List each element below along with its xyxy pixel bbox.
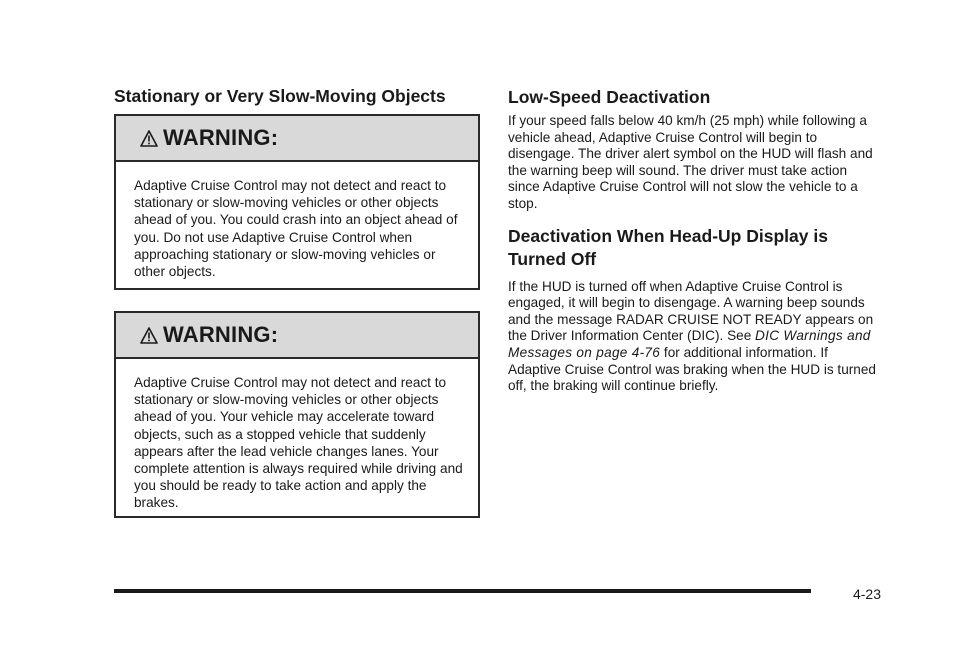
warning-header [116, 313, 478, 359]
warning-box [114, 311, 480, 518]
warning-header [116, 116, 478, 162]
warning-title: WARNING: [163, 125, 279, 150]
warning-text: Adaptive Cruise Control may not detect and react to stationary or slow-moving vehicles or other objects ahead of you. Your vehicle may accelerate toward objects, such as a stopped vehicle that suddenly appears after the lead vehicle changes lanes. Your complete attention is always required while driving and you should be ready to take action and apply the brakes. [134, 375, 463, 511]
section-heading-low-speed: Low-Speed Deactivation [508, 87, 711, 107]
hud-paragraph-text-end: for additional information. If Adaptive Cruise Control was braking when the HUD is turned off, the braking will continue briefly. [508, 344, 876, 394]
warning-text: Adaptive Cruise Control may not detect and react to stationary or slow-moving vehicles or other objects ahead of you. You could crash into an object ahead of you. Do not use Adaptive Cruise Control when approaching stationary or slow-moving vehicles or other objects. [134, 178, 458, 280]
section-heading-hud-deactivation [508, 225, 878, 271]
cross-reference-link[interactable]: DIC Warnings and Messages on page 4-76 [508, 328, 871, 360]
right-column [508, 84, 878, 395]
hud-paragraph [508, 279, 878, 395]
section-heading-stationary: Stationary or Very Slow-Moving Objects [114, 86, 446, 106]
warning-title: WARNING: [163, 322, 279, 347]
footer-rule [114, 589, 811, 593]
warning-box [114, 114, 480, 290]
left-column [114, 84, 480, 511]
hud-paragraph-text: If the HUD is turned off when Adaptive Cruise Control is engaged, it will begin to disengage. A warning beep sounds and the message RADAR CRUISE NOT READY appears on the Driver Information Center (DIC). See [508, 278, 874, 344]
subheading-line-1: Deactivation When Head-Up Display is [508, 225, 828, 246]
low-speed-paragraph: If your speed falls below 40 km/h (25 mph) while following a vehicle ahead, Adaptive Cruise Control will begin to disengage. The driver alert symbol on the HUD will flash and the warning beep will sound. The driver must take action since Adaptive Cruise Control will not slow the vehicle to a stop. [508, 113, 873, 211]
subheading-line-2: Turned Off [508, 248, 597, 269]
warning-triangle-icon [140, 327, 158, 344]
page-number: 4-23 [852, 586, 881, 602]
warning-triangle-icon [140, 130, 158, 147]
